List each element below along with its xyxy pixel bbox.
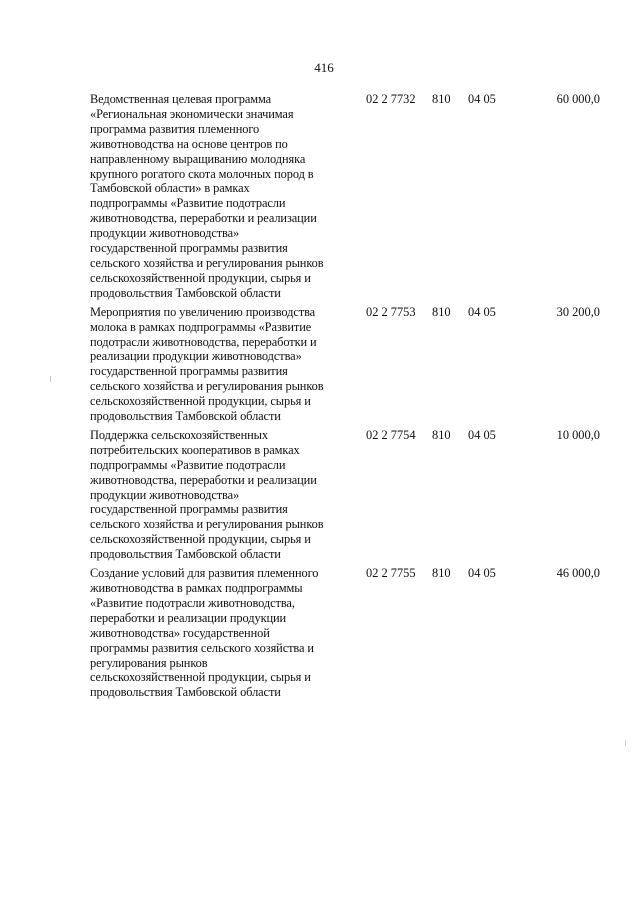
scan-mark-left (50, 376, 51, 382)
description-line: крупного рогатого скота молочных пород в (90, 166, 314, 181)
description-line: молока в рамках подпрограммы «Развитие (90, 319, 312, 334)
description-line: животноводства, переработки и реализации (90, 211, 317, 226)
description-line: направленному выращиванию молодняка (90, 151, 306, 166)
description-line: сельскохозяйственной продукции, сырья и (90, 270, 311, 285)
table-row (90, 305, 610, 424)
description-line: сельского хозяйства и регулирования рынков (90, 379, 324, 394)
amount: 46 000,0 (556, 566, 600, 581)
description-line: подпрограммы «Развитие подотрасли (90, 457, 286, 472)
description-line: регулирования рынков (90, 655, 208, 670)
target-article-code: 02 2 7753 (366, 304, 416, 319)
table-row (90, 566, 610, 700)
page-number: 416 (314, 60, 334, 75)
description-line: «Развитие подотрасли животноводства, (90, 595, 295, 610)
description-line: Мероприятия по увеличению производства (90, 304, 316, 319)
description-line: сельскохозяйственной продукции, сырья и (90, 394, 311, 409)
description-line: Поддержка сельскохозяйственных (90, 427, 268, 442)
budget-table (90, 92, 610, 700)
description-line: продовольствия Тамбовской области (90, 685, 281, 700)
expense-type-code: 810 (432, 427, 451, 442)
description-line: государственной программы развития (90, 502, 288, 517)
description-line: государственной программы развития (90, 241, 288, 256)
description-line: программа развития племенного (90, 121, 260, 136)
row-description (90, 566, 352, 700)
description-line: продовольствия Тамбовской области (90, 409, 281, 424)
amount: 30 200,0 (556, 304, 600, 319)
table-row (90, 92, 610, 301)
row-description (90, 92, 352, 301)
section-code: 04 05 (468, 566, 496, 581)
expense-type-code: 810 (432, 566, 451, 581)
row-description (90, 305, 352, 424)
description-line: животноводства в рамках подпрограммы (90, 581, 303, 595)
description-line: подотрасли животноводства, переработки и (90, 334, 317, 349)
description-line: продукции животноводства» (90, 487, 240, 502)
target-article-code: 02 2 7754 (366, 427, 416, 442)
section-code: 04 05 (468, 92, 496, 106)
description-line: животноводства» государственной (90, 625, 270, 640)
row-description (90, 428, 352, 562)
description-line: продовольствия Тамбовской области (90, 547, 281, 562)
description-line: реализации продукции животноводства» (90, 349, 302, 364)
description-line: продовольствия Тамбовской области (90, 285, 281, 300)
description-line: сельскохозяйственной продукции, сырья и (90, 532, 311, 547)
target-article-code: 02 2 7755 (366, 566, 416, 581)
description-line: сельского хозяйства и регулирования рынков (90, 517, 324, 532)
description-line: государственной программы развития (90, 364, 288, 379)
description-line: Ведомственная целевая программа (90, 92, 272, 106)
description-line: потребительских кооперативов в рамках (90, 442, 300, 457)
description-line: Тамбовской области» в рамках (90, 181, 250, 196)
description-line: «Региональная экономически значимая (90, 106, 294, 121)
expense-type-code: 810 (432, 92, 451, 106)
expense-type-code: 810 (432, 304, 451, 319)
description-line: сельскохозяйственной продукции, сырья и (90, 670, 311, 685)
description-line: сельского хозяйства и регулирования рынков (90, 255, 324, 270)
section-code: 04 05 (468, 427, 496, 442)
description-line: Создание условий для развития племенного (90, 566, 319, 581)
amount: 10 000,0 (556, 427, 600, 442)
amount: 60 000,0 (556, 92, 600, 106)
target-article-code: 02 2 7732 (366, 92, 416, 106)
description-line: подпрограммы «Развитие подотрасли (90, 196, 286, 211)
description-line: продукции животноводства» (90, 226, 240, 241)
section-code: 04 05 (468, 304, 496, 319)
description-line: переработки и реализации продукции (90, 610, 287, 625)
description-line: программы развития сельского хозяйства и (90, 640, 314, 655)
description-line: животноводства на основе центров по (90, 136, 288, 151)
scan-mark-right (625, 740, 626, 746)
table-row (90, 428, 610, 562)
description-line: животноводства, переработки и реализации (90, 472, 317, 487)
